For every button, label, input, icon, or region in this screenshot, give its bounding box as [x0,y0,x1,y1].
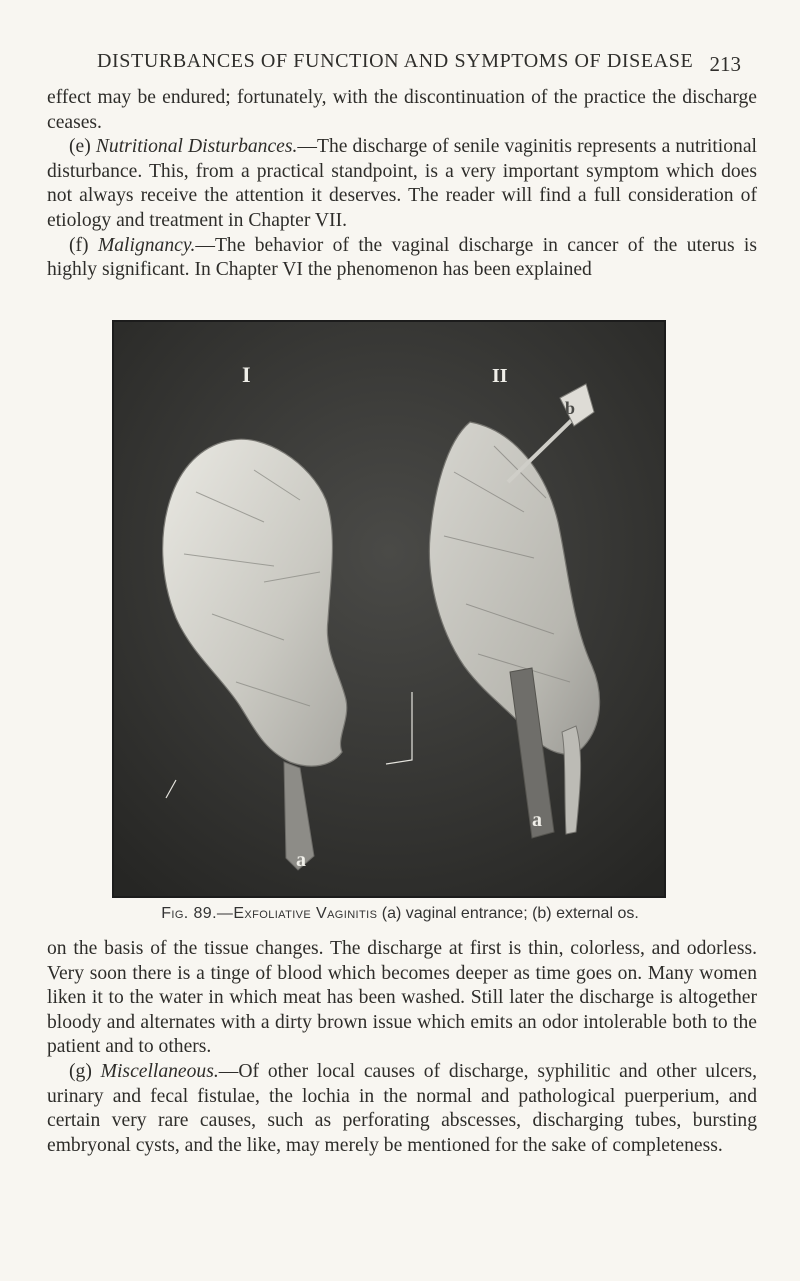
paragraph-tissue-changes: on the basis of the tissue changes. The discharge at first is thin, colorless, and odorless. Very soon there is a tinge of blood which becomes deeper as time goes on. Many women liken it to the water in which meat has been washed. Still later the discharge is altogether bloody and alternates with a dirty brown issue which emits an odor intolerable both to the patient and to others. [47,938,757,1058]
marker-a-right: a [532,809,542,831]
list-label-g: (g) [69,1060,101,1082]
figure-caption [0,905,800,923]
paragraph-nutritional-body: —The discharge of senile vaginitis represents a nutritional disturbance. This, from a practical standpoint, is a very important symptom which does not always receive the attention it deserves. The reader will find a full consideration of etiology and treatment in Chapter VII. [47,136,757,231]
figure-caption-text: (a) vaginal entrance; (b) external os. [377,905,639,922]
list-label-e: (e) [69,136,96,158]
paragraph-continuation: effect may be endured; fortunately, with the discontinuation of the practice the discharge ceases. [47,87,757,133]
marker-a-left: a [296,849,306,871]
text-block-top [47,86,757,283]
text-block-bottom [47,937,757,1158]
figure-photograph [112,320,666,898]
heading-nutritional: Nutritional Disturbances. [95,136,298,158]
specimen-label-right: II [492,365,508,387]
marker-b: b [565,398,576,418]
paragraph-malignancy-body: —The behavior of the vaginal discharge in cancer of the uterus is highly significant. In Chapter VI the phenomenon has been explained [47,234,757,281]
paragraph-miscellaneous [47,1060,757,1158]
specimen-photo [114,322,664,896]
heading-miscellaneous: Miscellaneous. [100,1060,219,1082]
paragraph-malignancy [47,234,757,283]
specimen-label-left: I [242,362,251,387]
heading-malignancy: Malignancy. [97,234,196,256]
paragraph-miscellaneous-body: —Of other local causes of discharge, syphilitic and other ulcers, urinary and fecal fistulae, the lochia in the normal and pathological puerperium, and certain very rare causes, such as perforating abscesses, discharging tubes, bursting embryonal cysts, and the like, may merely be mentioned for the sake of completeness. [47,1060,757,1156]
list-label-f: (f) [69,234,98,256]
page-number: 213 [709,52,741,76]
running-header [0,50,800,80]
paragraph-nutritional [47,135,757,233]
figure-caption-label: Fig. 89.—Exfoliative Vaginitis [161,905,378,922]
running-title: DISTURBANCES OF FUNCTION AND SYMPTOMS OF DISEASE [97,50,694,72]
